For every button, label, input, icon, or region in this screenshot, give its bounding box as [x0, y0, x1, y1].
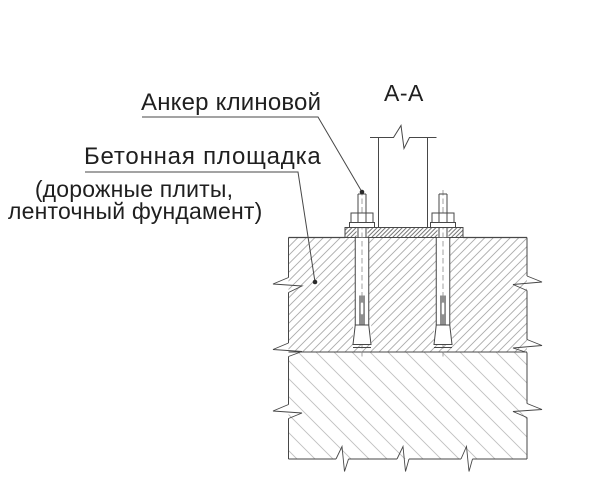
post-break-line — [370, 126, 437, 149]
leader-dot — [313, 280, 318, 285]
section-title: А-А — [384, 80, 424, 106]
concrete-pad-block — [289, 238, 528, 353]
post — [370, 126, 437, 228]
label-pad-note — [8, 176, 263, 224]
label-concrete-pad: Бетонная площадка — [84, 143, 322, 170]
label-wedge-anchor: Анкер клиновой — [141, 89, 322, 116]
label-pad-note-line1: (дорожные плиты, — [34, 176, 234, 202]
label-pad-note-line2: ленточный фундамент) — [8, 197, 263, 224]
leader-dot — [360, 190, 365, 195]
foundation-block — [289, 353, 528, 460]
